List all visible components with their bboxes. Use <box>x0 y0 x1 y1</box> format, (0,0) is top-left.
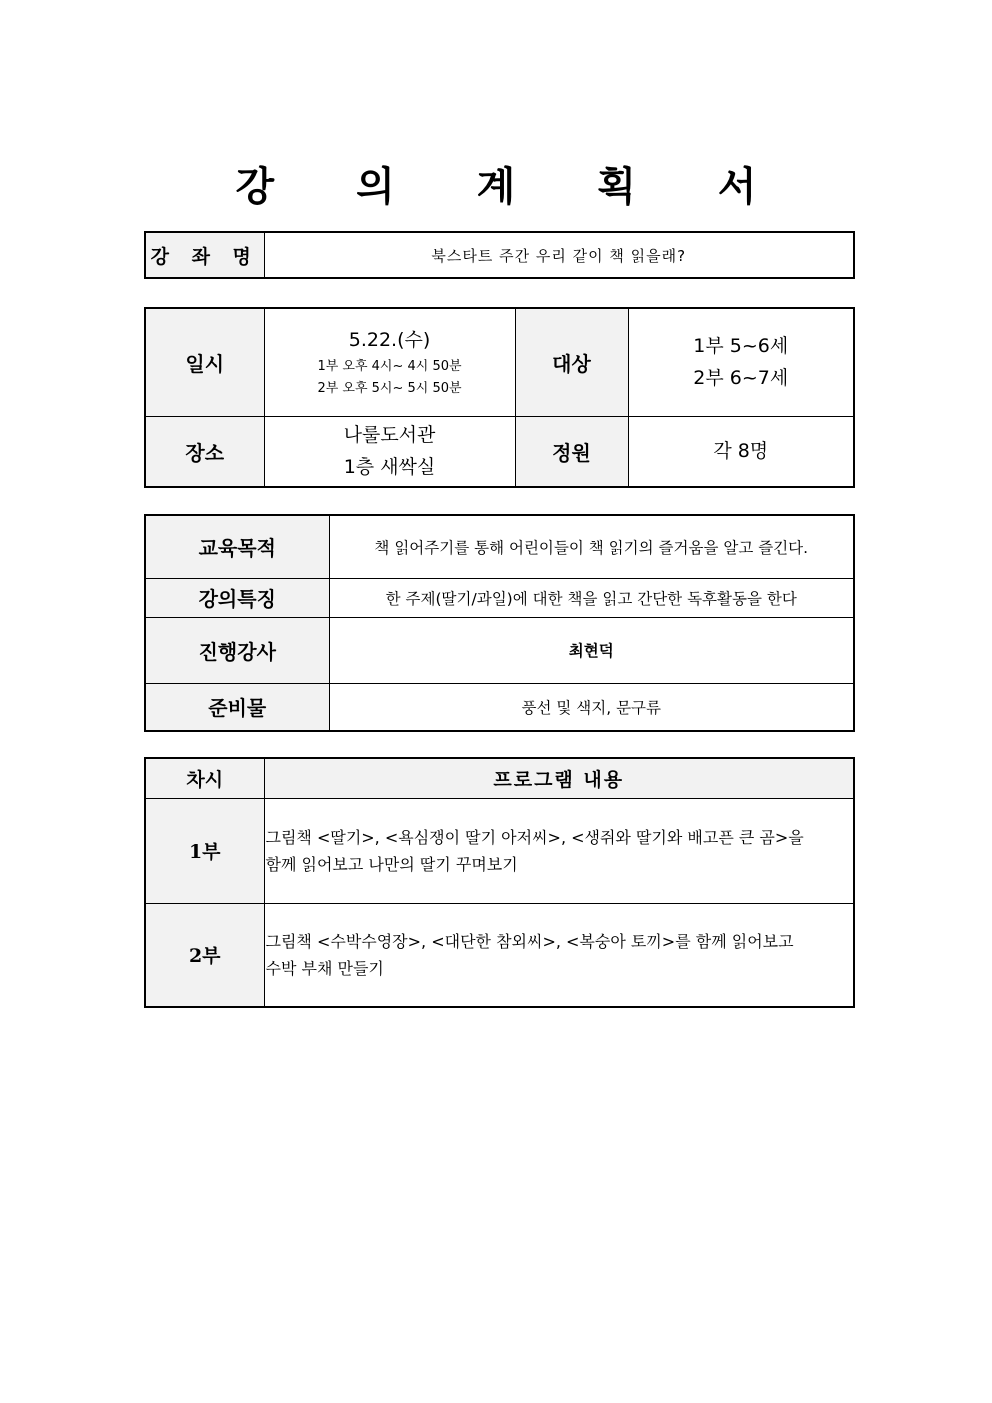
course-name-label: 강 좌 명 <box>145 232 264 278</box>
capacity-label: 정원 <box>515 416 628 487</box>
place-line1: 나룰도서관 <box>343 424 436 447</box>
capacity-value: 각 8명 <box>628 416 854 487</box>
page-title: 강 의 계 획 서 <box>235 163 791 210</box>
target-session1: 1부 5~6세 <box>693 335 789 358</box>
session-description <box>264 903 854 1007</box>
content-column-header: 프로그램 내용 <box>264 758 854 798</box>
session-description <box>264 798 854 903</box>
place-label: 장소 <box>145 416 264 487</box>
materials-value: 풍선 및 색지, 문구류 <box>329 683 854 731</box>
goal-label: 교육목적 <box>145 515 329 578</box>
instructor-value: 최현덕 <box>329 617 854 683</box>
session2-time: 2부 오후 5시~ 5시 50분 <box>317 381 462 397</box>
table-row <box>145 798 854 903</box>
program-table <box>144 757 855 1008</box>
schedule-table <box>144 307 855 488</box>
place-cell <box>264 416 515 487</box>
date-value: 5.22.(수) <box>348 329 431 352</box>
description-line: 그림책 <수박수영장>, <대단한 참외씨>, <복숭아 토끼>를 함께 읽어보고 <box>265 931 794 951</box>
target-label: 대상 <box>515 308 628 416</box>
description-line: 그림책 <딸기>, <욕심쟁이 딸기 아저씨>, <생쥐와 딸기와 배고픈 큰 곰>을 <box>265 827 804 847</box>
place-line2: 1층 새싹실 <box>343 456 436 479</box>
course-table <box>144 231 855 279</box>
table-row <box>145 903 854 1007</box>
session-label: 2부 <box>145 903 264 1007</box>
date-cell <box>264 308 515 416</box>
goal-value: 책 읽어주기를 통해 어린이들이 책 읽기의 즐거움을 알고 즐긴다. <box>329 515 854 578</box>
session1-time: 1부 오후 4시~ 4시 50분 <box>317 359 462 375</box>
description-line: 수박 부채 만들기 <box>265 958 384 978</box>
instructor-label: 진행강사 <box>145 617 329 683</box>
details-table <box>144 514 855 732</box>
description-line: 함께 읽어보고 나만의 딸기 꾸며보기 <box>265 854 518 874</box>
feature-label: 강의특징 <box>145 578 329 617</box>
feature-value: 한 주제(딸기/과일)에 대한 책을 읽고 간단한 독후활동을 한다 <box>329 578 854 617</box>
session-column-header: 차시 <box>145 758 264 798</box>
session-label: 1부 <box>145 798 264 903</box>
target-session2: 2부 6~7세 <box>693 367 789 390</box>
target-cell <box>628 308 854 416</box>
materials-label: 준비물 <box>145 683 329 731</box>
course-name-value: 북스타트 주간 우리 같이 책 읽을래? <box>264 232 854 278</box>
date-label: 일시 <box>145 308 264 416</box>
